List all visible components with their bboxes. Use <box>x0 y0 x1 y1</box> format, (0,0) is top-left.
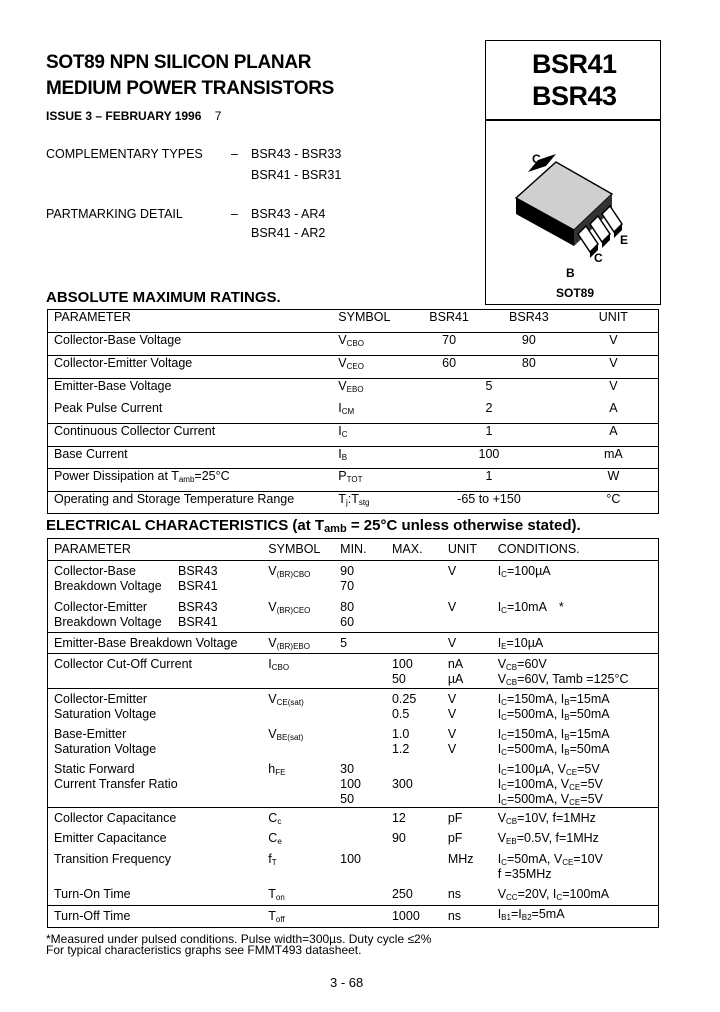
part-number-box <box>485 40 661 121</box>
value-bsr43: 90 <box>521 333 536 347</box>
partmarking-dash: – <box>231 207 238 221</box>
table-row <box>48 424 659 447</box>
param: Collector-Emitter Saturation Voltage <box>54 692 157 721</box>
param: Turn-On Time <box>54 887 131 901</box>
max: 250 <box>391 887 413 901</box>
value: 1 <box>485 424 493 438</box>
unit: °C <box>606 492 621 506</box>
unit: pF <box>447 810 463 825</box>
max: 0.25 0.5 <box>391 692 417 721</box>
page-number: 3 - 68 <box>330 975 364 990</box>
partmarking-label: PARTMARKING DETAIL <box>46 207 183 221</box>
hdr-bsr41: BSR41 <box>429 310 469 324</box>
table-row <box>48 724 659 759</box>
max: 1000 <box>391 908 420 923</box>
unit: ns <box>447 887 462 901</box>
symbol: $C_e$ <box>268 831 282 846</box>
symbol: $V_{(BR)CBO}$ <box>268 564 311 579</box>
value: -65 to +150 <box>457 492 521 506</box>
value: 2 <box>485 400 493 415</box>
param: Base-Emitter Saturation Voltage <box>54 726 157 756</box>
package-box <box>485 119 661 305</box>
unit: nA µA <box>447 657 464 686</box>
min: 80 60 <box>340 599 355 629</box>
table-row <box>48 469 659 492</box>
param: Continuous Collector Current <box>54 424 216 438</box>
param: Collector Cut-Off Current <box>54 657 193 671</box>
min: 5 <box>340 636 348 650</box>
hdr-parameter: PARAMETER <box>54 542 131 556</box>
table-row <box>48 401 659 424</box>
hdr-symbol: SYMBOL <box>338 310 391 324</box>
elec-table <box>47 538 659 928</box>
package-name: SOT89 <box>556 286 595 300</box>
symbol: $T_{off}$ <box>268 908 285 924</box>
conditions: $V_{CB}=60V$ $V_{CB}=60V$, Tamb =125°C <box>497 657 629 687</box>
min: 100 <box>340 852 362 866</box>
hdr-max: MAX. <box>391 542 423 556</box>
table-row <box>48 356 659 379</box>
partmarking-1: BSR43 - AR4 <box>251 207 326 221</box>
conditions: $I_C=10mA$ * <box>497 599 564 615</box>
param: Emitter Capacitance <box>54 831 167 845</box>
min: 30 100 50 <box>340 761 362 806</box>
symbol: $T_j:T_{stg}$ <box>338 492 370 507</box>
param: Emitter-Base Breakdown Voltage <box>54 636 238 650</box>
symbol: $C_c$ <box>268 810 282 826</box>
pin-label-b: B <box>566 266 575 280</box>
symbol: $T_{on}$ <box>268 887 285 902</box>
conditions: $I_E=10\mu A$ <box>497 636 544 651</box>
max: 90 <box>391 831 406 845</box>
param: Emitter-Base Voltage <box>54 379 172 393</box>
conditions: $I_C=150mA$, $I_B=15mA$ $I_C=500mA$, $I_B=50mA$ <box>497 726 610 757</box>
abs-max-header-row <box>48 310 659 333</box>
value: 5 <box>485 379 493 393</box>
symbol: $V_{CBO}$ <box>338 333 364 348</box>
unit: V V <box>447 692 457 721</box>
pin-label-c: C <box>594 251 603 265</box>
hdr-symbol: SYMBOL <box>268 542 321 556</box>
table-row <box>48 597 659 633</box>
table-row <box>48 884 659 905</box>
table-row <box>48 333 659 356</box>
unit: ns <box>447 908 462 923</box>
issue-text: ISSUE 3 – FEBRUARY 1996 <box>46 109 202 123</box>
partmarking-2: BSR41 - AR2 <box>251 226 326 240</box>
param: Base Current <box>54 447 128 461</box>
conditions: $I_C=150mA$, $I_B=15mA$ $I_C=500mA$, $I_B=50mA$ <box>497 692 610 722</box>
table-row <box>48 759 659 808</box>
title-line-1: SOT89 NPN SILICON PLANAR <box>46 52 312 73</box>
max: 100 50 <box>391 657 413 686</box>
unit: A <box>609 400 618 415</box>
value-bsr43: 80 <box>521 356 536 370</box>
param: Transition Frequency <box>54 852 171 866</box>
max: 12 <box>391 810 406 825</box>
unit: V <box>609 333 618 347</box>
footnote-pulsed: *Measured under pulsed conditions. Pulse width=300µs. Duty cycle ≤2% <box>46 932 432 946</box>
unit: V <box>447 599 457 614</box>
unit: MHz <box>447 852 474 866</box>
conditions: $V_{CC}=20V$, $I_C=100mA$ <box>497 887 610 902</box>
issue-mark: 7 <box>214 109 222 123</box>
max: 300 <box>391 776 413 791</box>
complementary-1: BSR43 - BSR33 <box>251 147 342 161</box>
abs-max-table <box>47 309 659 514</box>
hdr-parameter: PARAMETER <box>54 310 131 324</box>
part-number-2: BSR43 <box>532 81 617 111</box>
symbol: $I_C$ <box>338 424 348 439</box>
param: Static Forward Current Transfer Ratio <box>54 761 178 791</box>
hdr-min: MIN. <box>340 542 367 556</box>
conditions: $V_{EB}=0.5V$, f=1MHz <box>497 831 599 846</box>
symbol: $P_{TOT}$ <box>338 469 363 484</box>
unit: V <box>609 356 618 370</box>
conditions: $I_C=100\mu A$, $V_{CE}=5V$ $I_C=100mA$, $V_{CE}=5V$ $I_C=500mA$, $V_{CE}=5V$ <box>497 761 603 807</box>
issue-line <box>46 109 221 123</box>
value: 100 <box>478 447 500 461</box>
unit: V <box>447 564 457 578</box>
doc-title <box>46 50 334 102</box>
symbol: $I_{CM}$ <box>338 400 355 416</box>
conditions: $I_C=50mA$, $V_{CE}=10V$ f =35MHz <box>497 852 603 881</box>
footnote-graphs: For typical characteristics graphs see FMMT493 datasheet. <box>46 943 362 957</box>
table-row <box>48 689 659 724</box>
symbol: $V_{CEO}$ <box>338 356 364 371</box>
hdr-unit: UNIT <box>447 542 477 556</box>
title-line-2: MEDIUM POWER TRANSISTORS <box>46 78 335 99</box>
table-row <box>48 379 659 401</box>
pin-label-e: E <box>620 233 629 247</box>
abs-max-heading: ABSOLUTE MAXIMUM RATINGS. <box>46 289 281 306</box>
param: Collector-Base BSR43 Breakdown Voltage BSR41 <box>54 564 218 593</box>
conditions: $I_{B1}=I_{B2}=5mA$ <box>497 906 565 922</box>
param: Operating and Storage Temperature Range <box>54 492 295 506</box>
table-row <box>48 654 659 689</box>
unit: A <box>609 424 618 438</box>
symbol: $f_T$ <box>268 852 277 867</box>
unit: pF <box>447 831 463 845</box>
param: Power Dissipation at $T_{amb}=25^\circ C$ <box>54 469 230 484</box>
table-row <box>48 561 659 597</box>
unit: V <box>447 636 457 650</box>
complementary-dash: – <box>231 147 238 161</box>
min: 90 70 <box>340 564 355 593</box>
hdr-bsr43: BSR43 <box>509 310 549 324</box>
hdr-unit: UNIT <box>598 310 628 324</box>
unit: W <box>607 469 620 483</box>
symbol: $h_{FE}$ <box>268 761 286 777</box>
hdr-conditions: CONDITIONS. <box>497 542 580 556</box>
part-number-1: BSR41 <box>532 49 617 79</box>
table-row <box>48 849 659 884</box>
value: 1 <box>485 469 493 483</box>
value-bsr41: 70 <box>442 333 457 347</box>
elec-heading: ELECTRICAL CHARACTERISTICS (at $T_{amb} = 25^\circ C$ unless otherwise stated). <box>46 517 581 535</box>
table-row <box>48 492 659 514</box>
symbol: $V_{BE(sat)}$ <box>268 726 304 742</box>
param: Turn-Off Time <box>54 908 131 923</box>
param: Collector-Emitter Voltage <box>54 356 193 370</box>
symbol: $V_{(BR)CEO}$ <box>268 599 311 615</box>
value-bsr41: 60 <box>442 356 457 370</box>
table-row <box>48 633 659 654</box>
param: Collector Capacitance <box>54 810 177 825</box>
conditions: $I_C=100\mu A$ <box>497 564 551 579</box>
pin-label-c-top: C <box>532 152 541 166</box>
param: Collector-Base Voltage <box>54 333 182 347</box>
param: Peak Pulse Current <box>54 400 163 415</box>
symbol: $V_{CE(sat)}$ <box>268 692 304 707</box>
complementary-2: BSR41 - BSR31 <box>251 168 342 182</box>
conditions: $V_{CB}=10V$, f=1MHz <box>497 810 596 826</box>
unit: V <box>609 379 618 393</box>
unit: mA <box>604 447 623 461</box>
complementary-label: COMPLEMENTARY TYPES <box>46 147 203 161</box>
symbol: $V_{EBO}$ <box>338 379 364 394</box>
max: 1.0 1.2 <box>391 726 410 756</box>
param: Collector-Emitter BSR43 Breakdown Voltage BSR41 <box>54 599 218 629</box>
unit: V V <box>447 726 457 756</box>
table-row <box>48 828 659 849</box>
symbol: $I_B$ <box>338 447 348 462</box>
table-row <box>48 447 659 469</box>
symbol: $V_{(BR)EBO}$ <box>268 636 310 651</box>
symbol: $I_{CBO}$ <box>268 657 290 672</box>
table-row <box>48 905 659 927</box>
elec-header-row <box>48 539 659 561</box>
table-row <box>48 807 659 828</box>
